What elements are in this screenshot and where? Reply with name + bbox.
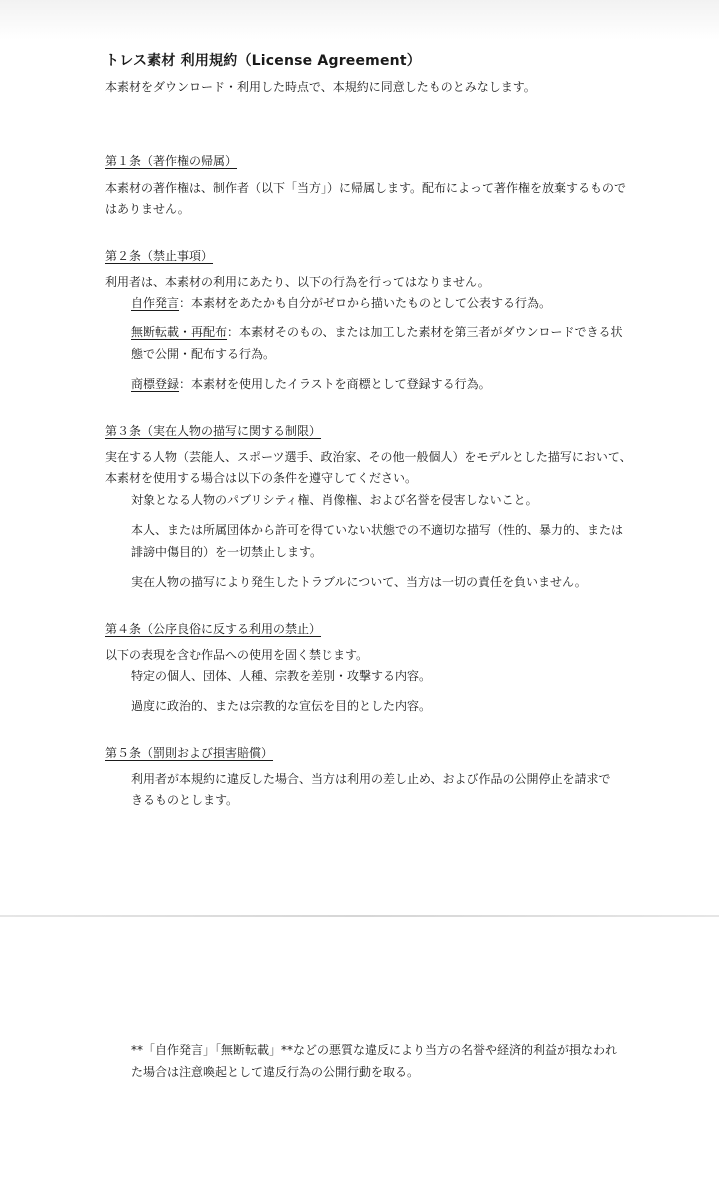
article-3-item-2-cont: 誹謗中傷目的）を一切禁止します。 [131, 545, 323, 559]
intro-text: 本素材をダウンロード・利用した時点で、本規約に同意したものとみなします。 [105, 80, 536, 94]
item-text: ：本素材そのもの、または加工した素材を第三者がダウンロードできる状 [227, 325, 623, 339]
article-3-item-1: 対象となる人物のパブリシティ権、肖像権、および名誉を侵害しないこと。 [131, 493, 538, 507]
document-title: トレス素材 利用規約（License Agreement） [105, 53, 421, 69]
article-4-item-2: 過度に政治的、または宗教的な宣伝を目的とした内容。 [131, 699, 432, 713]
item-text: ：本素材をあたかも自分がゼロから描いたものとして公表する行為。 [179, 296, 552, 310]
article-3-text-line-1: 実在する人物（芸能人、スポーツ選手、政治家、その他一般個人）をモデルとした描写において、 [105, 450, 632, 464]
article-4-item-1: 特定の個人、団体、人種、宗教を差別・攻撃する内容。 [131, 669, 432, 683]
article-2-lead: 利用者は、本素材の利用にあたり、以下の行為を行ってはなりません。 [105, 275, 490, 289]
article-5-text-line-1: 利用者が本規約に違反した場合、当方は利用の差し止め、および作品の公開停止を請求で [131, 772, 611, 786]
article-3-heading: 第３条（実在人物の描写に関する制限） [105, 424, 322, 438]
note-line-1: **「自作発言」「無断転載」**などの悪質な違反により当方の名誉や経済的利益が損なわれ [131, 1043, 618, 1057]
item-text: ：本素材を使用したイラストを商標として登録する行為。 [179, 377, 491, 391]
note-line-2: た場合は注意喚起として違反行為の公開行動を取る。 [131, 1065, 420, 1079]
article-2-item-2 [131, 324, 623, 340]
article-4-lead: 以下の表現を含む作品への使用を固く禁じます。 [105, 648, 369, 662]
article-1-text-line-2: はありません。 [105, 202, 190, 216]
article-2-item-3 [131, 376, 491, 392]
item-term: 自作発言 [131, 296, 180, 310]
article-3-item-2: 本人、または所属団体から許可を得ていない状態での不適切な描写（性的、暴力的、または [131, 523, 624, 537]
article-5-heading: 第５条（罰則および損害賠償） [105, 746, 274, 760]
article-5-text-line-2: きるものとします。 [131, 793, 239, 807]
article-1-text-line-1: 本素材の著作権は、制作者（以下「当方」）に帰属します。配布によって著作権を放棄するもので [105, 181, 627, 195]
article-3-text-line-2: 本素材を使用する場合は以下の条件を遵守してください。 [105, 471, 418, 485]
item-term: 無断転載・再配布 [131, 325, 228, 339]
page-divider [0, 915, 719, 917]
document-page-2 [0, 918, 719, 1200]
article-2-heading: 第２条（禁止事項） [105, 249, 214, 263]
article-2-item-2-cont: 態で公開・配布する行為。 [131, 347, 276, 361]
article-1-heading: 第１条（著作権の帰属） [105, 154, 238, 168]
article-2-item-1 [131, 295, 551, 311]
article-3-item-3: 実在人物の描写により発生したトラブルについて、当方は一切の責任を負いません。 [131, 575, 587, 589]
item-term: 商標登録 [131, 377, 180, 391]
article-4-heading: 第４条（公序良俗に反する利用の禁止） [105, 622, 322, 636]
